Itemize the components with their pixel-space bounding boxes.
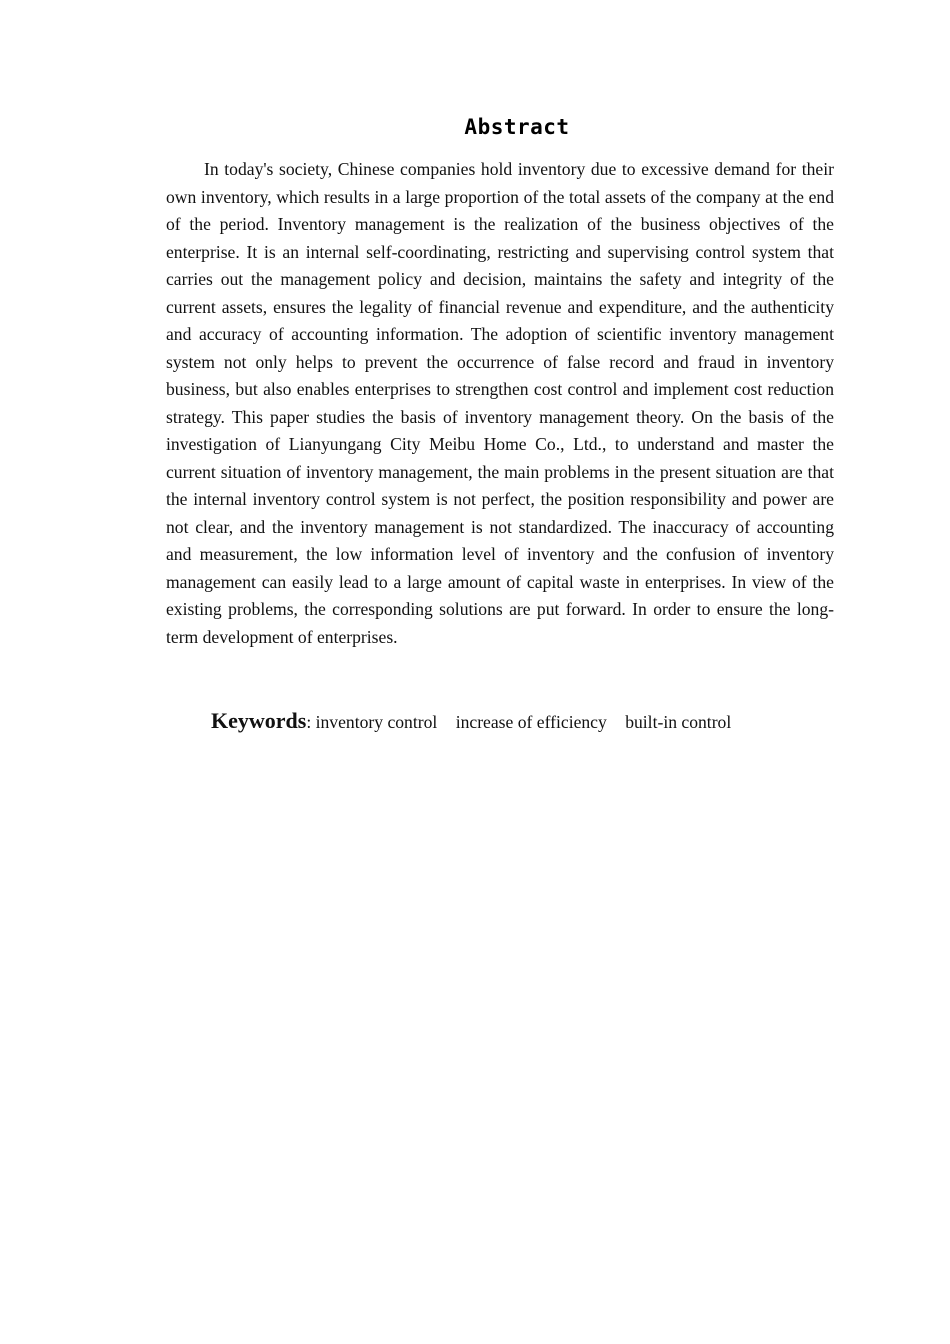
keyword-item: inventory control [315, 712, 438, 732]
keywords-line [211, 708, 731, 734]
keyword-item: built-in control [625, 712, 732, 732]
keywords-label: Keywords [211, 708, 307, 733]
keyword-item: increase of efficiency [455, 712, 607, 732]
keywords-separator: : [306, 712, 312, 732]
abstract-paragraph: In today's society, Chinese companies hold inventory due to excessive demand for their own inventory, which results in a large proportion of the total assets of the company at the end of the period. Inventory management is the realization of the business objectives of the enterprise. It is an internal self-coordinating, restricting and supervising control system that carries out the management policy and decision, maintains the safety and integrity of the current assets, ensures the legality of financial revenue and expenditure, and the authenticity and accuracy of accounting information. The adoption of scientific inventory management system not only helps to prevent the occurrence of false record and fraud in inventory business, but also enables enterprises to strengthen cost control and implement cost reduction strategy. This paper studies the basis of inventory management theory. On the basis of the investigation of Lianyungang City Meibu Home Co., Ltd., to understand and master the current situation of inventory management, the main problems in the present situation are that the internal inventory control system is not perfect, the position responsibility and power are not clear, and the inventory management is not standardized. The inaccuracy of accounting and measurement, the low information level of inventory and the confusion of inventory management can easily lead to a large amount of capital waste in enterprises. In view of the existing problems, the corresponding solutions are put forward. In order to ensure the long-term development of enterprises. [166, 159, 834, 647]
abstract-heading: Abstract [464, 115, 570, 139]
